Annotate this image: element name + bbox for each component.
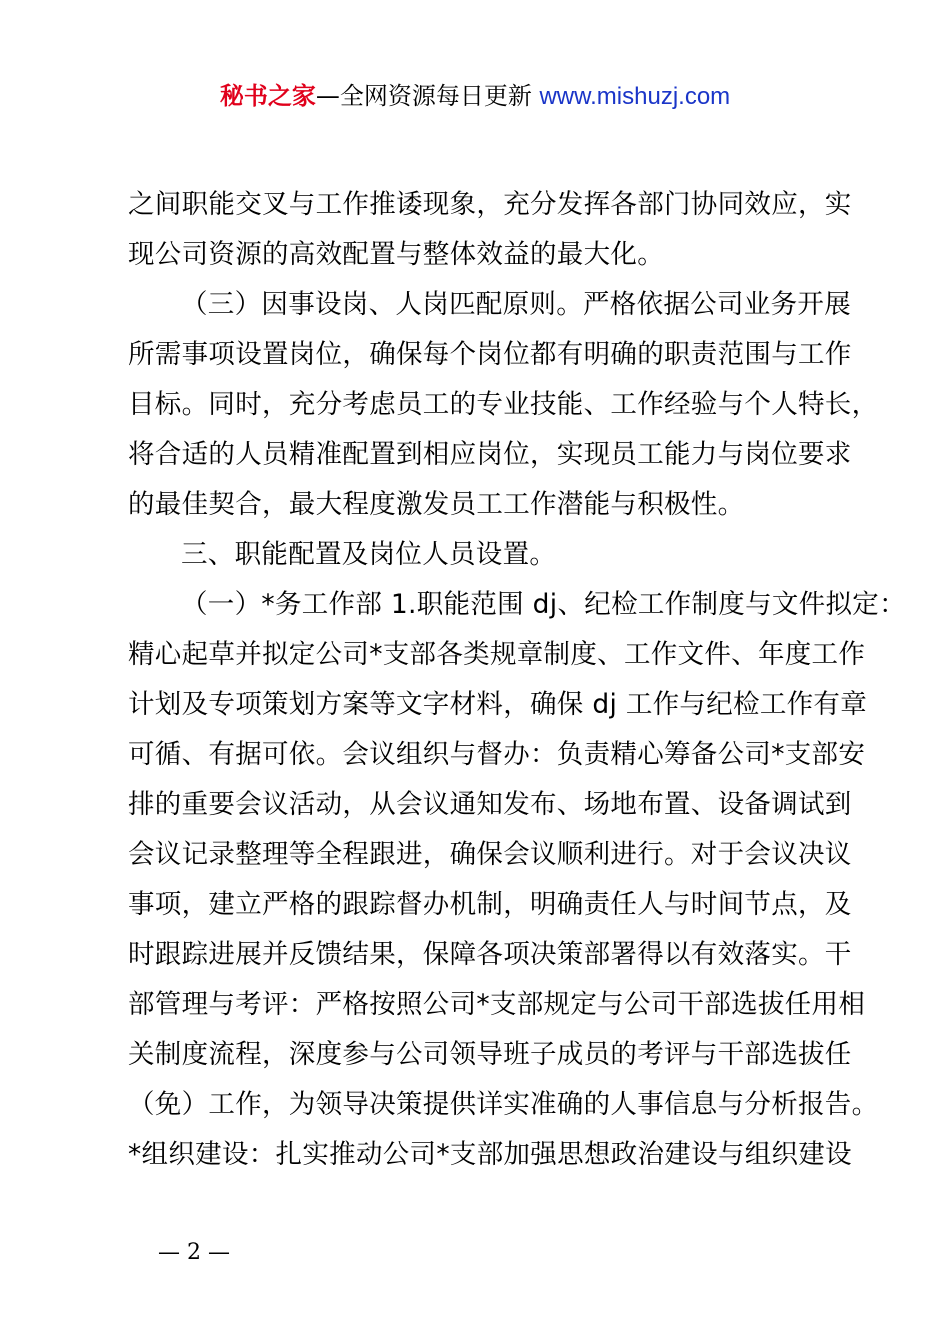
body-line: （三）因事设岗、人岗匹配原则。严格依据公司业务开展 [181,289,851,320]
body-line: 现公司资源的高效配置与整体效益的最大化。 [128,239,664,270]
body-line: 将合适的人员精准配置到相应岗位，实现员工能力与岗位要求 [128,439,852,470]
body-line: *组织建设：扎实推动公司*支部加强思想政治建设与组织建设 [128,1139,852,1170]
body-line: 可循、有据可依。会议组织与督办：负责精心筹备公司*支部安 [128,739,866,770]
body-line: （一）*务工作部 1.职能范围 dj、纪检工作制度与文件拟定： [181,589,906,620]
body-line: 排的重要会议活动，从会议通知发布、场地布置、设备调试到 [128,789,852,820]
header-brand: 秘书之家 [219,82,316,110]
document-body [128,180,906,1180]
page-number: — 2 — [158,1240,230,1265]
header-tagline: —全网资源每日更新 [315,82,532,110]
body-line: 会议记录整理等全程跟进，确保会议顺利进行。对于会议决议 [128,839,852,870]
body-line: 时跟踪进展并反馈结果，保障各项决策部署得以有效落实。干 [128,939,852,970]
header-url-link[interactable]: www.mishuzj.com [539,83,731,110]
section-heading: 三、职能配置及岗位人员设置。 [181,539,557,570]
body-line: 事项，建立严格的跟踪督办机制，明确责任人与时间节点，及 [128,889,852,920]
body-line: 关制度流程，深度参与公司领导班子成员的考评与干部选拔任 [128,1039,852,1070]
body-line: 目标。同时，充分考虑员工的专业技能、工作经验与个人特长， [128,389,879,420]
body-line: 的最佳契合，最大程度激发员工工作潜能与积极性。 [128,489,745,520]
body-line: 计划及专项策划方案等文字材料，确保 dj 工作与纪检工作有章 [128,689,868,720]
body-line: 部管理与考评：严格按照公司*支部规定与公司干部选拔任用相 [128,989,866,1020]
body-line: 之间职能交叉与工作推诿现象，充分发挥各部门协同效应，实 [128,189,852,220]
body-line: 精心起草并拟定公司*支部各类规章制度、工作文件、年度工作 [128,639,866,670]
body-line: 所需事项设置岗位，确保每个岗位都有明确的职责范围与工作 [128,339,852,370]
document-header [0,80,950,113]
body-line: （免）工作，为领导决策提供详实准确的人事信息与分析报告。 [128,1089,879,1120]
